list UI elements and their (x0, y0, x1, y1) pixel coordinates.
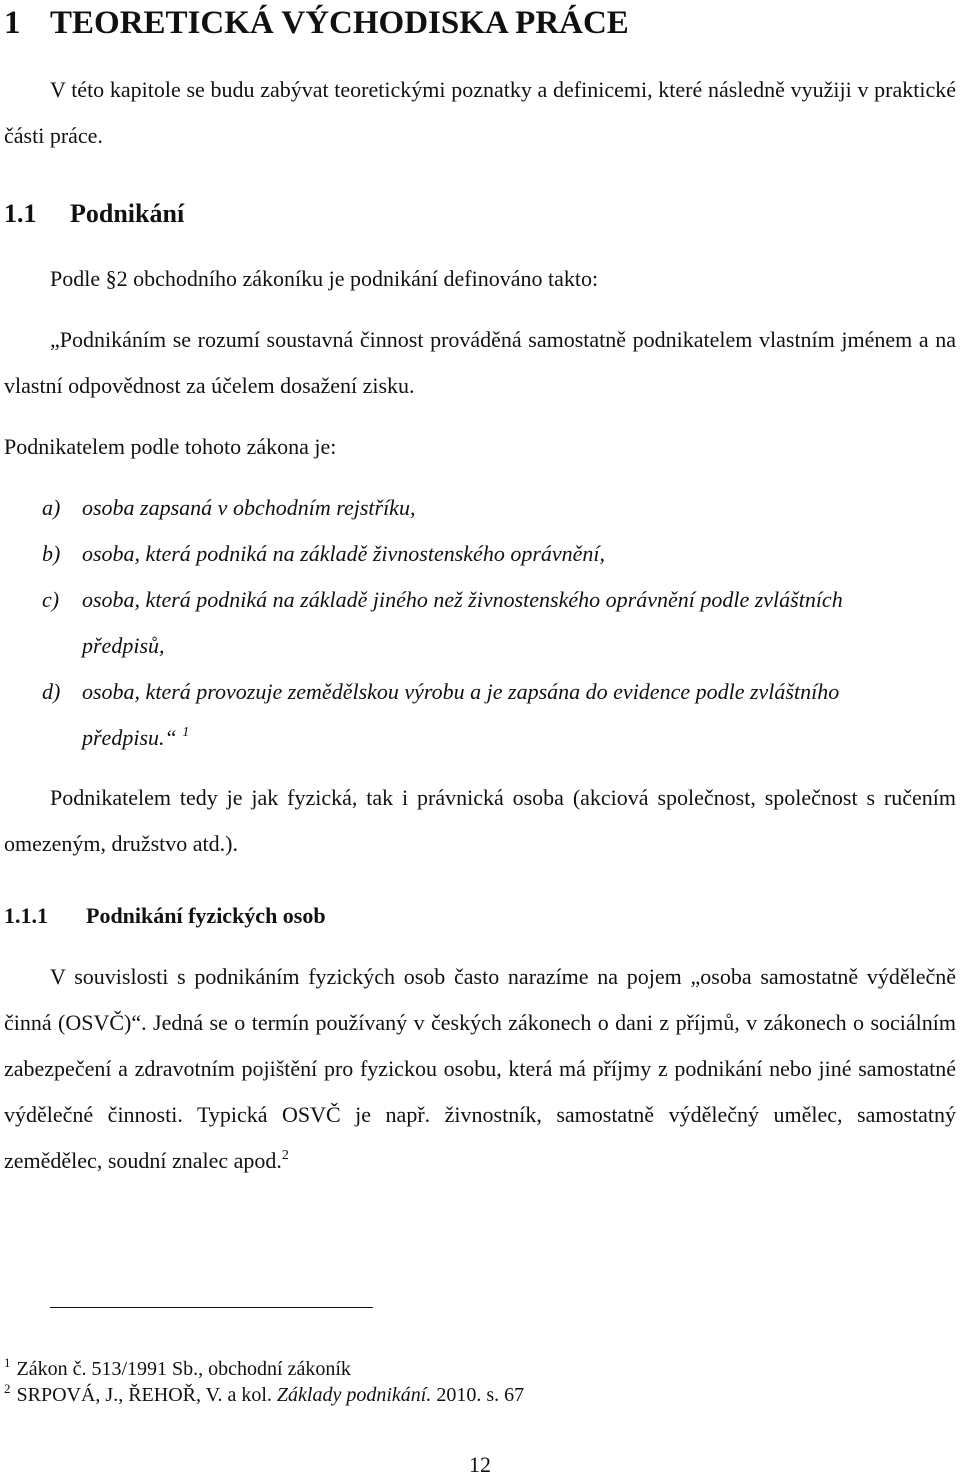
list-intro: Podnikatelem podle tohoto zákona je: (4, 434, 337, 459)
list-marker: c) (42, 587, 60, 612)
subsection-number: 1.1.1 (4, 903, 48, 928)
legal-quote (4, 317, 956, 409)
list-marker: a) (42, 495, 61, 520)
list-item (42, 485, 922, 531)
section-conclusion-text: Podnikatelem tedy je jak fyzická, tak i právnická osoba (akciová společnost, společnost s ručením omezeným, družstvo atd.). (4, 785, 956, 856)
subsection-heading (4, 899, 956, 933)
list-item-text: osoba, která provozuje zemědělskou výrobu a je zapsána do evidence podle zvláštního předpisu.“ (82, 679, 840, 750)
section-heading (4, 197, 956, 231)
list-marker: d) (42, 679, 61, 704)
list-item (42, 531, 922, 577)
subsection-body (4, 954, 956, 1184)
footnote-number: 1 (4, 1355, 11, 1370)
chapter-title: TEORETICKÁ VÝCHODISKA PRÁCE (50, 5, 629, 41)
entrepreneur-list (42, 485, 922, 761)
footnote (4, 1356, 956, 1382)
footnote-separator (50, 1307, 373, 1308)
chapter-number: 1 (4, 5, 21, 41)
list-item-text: osoba, která podniká na základě živnostenského oprávnění, (82, 541, 606, 566)
chapter-heading (4, 3, 956, 43)
footnote-text: Zákon č. 513/1991 Sb., obchodní zákoník (16, 1358, 351, 1380)
legal-quote-text: „Podnikáním se rozumí soustavná činnost prováděná samostatně podnikatelem vlastním jménem a na vlastní odpovědnost za účelem dosažení zisku. (4, 327, 956, 398)
subsection-body-text: V souvislosti s podnikáním fyzických osob často narazíme na pojem „osoba samostatně výdělečně činná (OSVČ)“. Jedná se o termín používaný v českých zákonech o dani z příjmů, v zákonech o sociálním zabezpečení a zdravotním pojištění pro fyzickou osobu, která má příjmy z podnikání nebo jiné samostatné výdělečné činnosti. Typická OSVČ je např. živnostník, samostatně výdělečný umělec, samostatný zemědělec, soudní znalec apod. (4, 964, 956, 1173)
section-lead-text: Podle §2 obchodního zákoníku je podnikání definováno takto: (50, 266, 599, 291)
subsection-title: Podnikání fyzických osob (86, 903, 326, 928)
footnote-book-title: Základy podnikání. (276, 1384, 432, 1406)
footnote-year-page: 2010. s. 67 (431, 1384, 525, 1406)
list-item (42, 669, 922, 761)
footnote-authors: SRPOVÁ, J., ŘEHOŘ, V. a kol. (16, 1384, 277, 1406)
section-number: 1.1 (4, 199, 37, 228)
list-item (42, 577, 922, 669)
section-title: Podnikání (70, 199, 185, 228)
footnote (4, 1382, 956, 1408)
chapter-intro-text: V této kapitole se budu zabývat teoretickými poznatky a definicemi, které následně využiji v praktické části práce. (4, 77, 956, 148)
footnote-ref: 2 (281, 1148, 289, 1163)
footnote-number: 2 (4, 1381, 11, 1396)
section-lead (4, 256, 956, 302)
chapter-intro (4, 67, 956, 159)
list-item-text: osoba zapsaná v obchodním rejstříku, (82, 495, 416, 520)
list-marker: b) (42, 541, 61, 566)
footnote-ref: 1 (182, 725, 190, 740)
section-conclusion (4, 775, 956, 867)
page-number: 12 (469, 1452, 491, 1477)
list-item-text: osoba, která podniká na základě jiného než živnostenského oprávnění podle zvláštních předpisů, (82, 587, 843, 658)
